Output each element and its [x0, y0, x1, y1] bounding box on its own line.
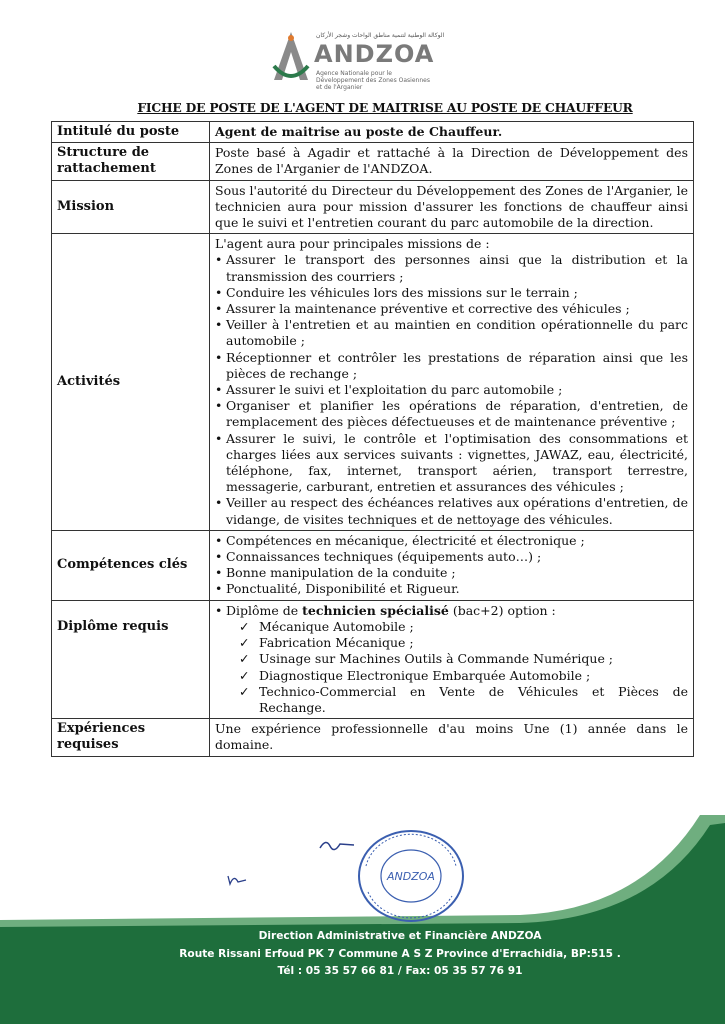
initials-mark [226, 872, 248, 886]
label-intitule: Intitulé du poste [52, 122, 210, 143]
option-text: Mécanique Automobile ; [259, 618, 414, 634]
diplome-intro [215, 603, 688, 619]
footer-address [140, 928, 660, 981]
label-activites: Activités [52, 234, 210, 531]
checkmark-icon: ✓ [239, 651, 250, 667]
footer-line-1: Direction Administrative et Financière ANDZOA [258, 930, 542, 942]
signature-mark [318, 836, 356, 854]
logo-name: ANDZOA [314, 40, 435, 68]
logo-subtitle: Agence Nationale pour le Développement des Zones Oasiennes et de l'Arganier [316, 70, 430, 91]
activites-list [215, 252, 688, 527]
value-experiences: Une expérience professionnelle d'au moins Une (1) année dans le domaine. [210, 719, 694, 756]
list-item: • Réceptionner et contrôler les prestations de réparation ainsi que les pièces de rechange ; [215, 350, 688, 382]
value-mission: Sous l'autorité du Directeur du Développement des Zones de l'Arganier, le technicien aura pour mission d'assurer les fonctions de chauffeur ainsi que le suivi et l'entretien courant du parc automobile de la direction. [210, 180, 694, 234]
stamp-text: ANDZOA [387, 870, 435, 883]
table-row [52, 530, 694, 600]
list-item: • Veiller au respect des échéances relatives aux opérations d'entretien, de vidange, de visites techniques et de nettoyage des véhicules. [215, 495, 688, 527]
andzoa-logo [268, 28, 445, 92]
diplome-intro-list [215, 603, 688, 619]
option-text: Fabrication Mécanique ; [259, 635, 414, 651]
list-item: • Assurer le suivi et l'exploitation du parc automobile ; [215, 382, 688, 398]
table-row [52, 122, 694, 143]
value-structure: Poste basé à Agadir et rattaché à la Direction de Développement des Zones de l'Arganier de l'ANDZOA. [210, 143, 694, 180]
list-item: • Assurer le transport des personnes ainsi que la distribution et la transmission des courriers ; [215, 252, 688, 284]
table-row [52, 143, 694, 180]
footer-line-3: Tél : 05 35 57 66 81 / Fax: 05 35 57 76 91 [277, 965, 523, 977]
list-item [239, 651, 688, 667]
diplome-intro-suffix: (bac+2) option : [452, 602, 556, 618]
value-activites [210, 234, 694, 531]
option-text: Usinage sur Machines Outils à Commande Numérique ; [259, 651, 614, 667]
checkmark-icon: ✓ [239, 683, 250, 699]
checkmark-icon: ✓ [239, 618, 250, 634]
list-item [239, 684, 688, 716]
logo-arabic-text: الوكالة الوطنية لتنمية مناطق الواحات وشجر الأركان [316, 32, 445, 39]
checkmark-icon: ✓ [239, 667, 250, 683]
list-item: • Compétences en mécanique, électricité et électronique ; [215, 533, 688, 549]
diplome-options-list [215, 619, 688, 716]
activites-intro: L'agent aura pour principales missions de : [215, 236, 490, 252]
official-stamp [352, 826, 470, 926]
list-item: • Ponctualité, Disponibilité et Rigueur. [215, 581, 688, 597]
diplome-intro-prefix: Diplôme de [226, 602, 299, 618]
checkmark-icon: ✓ [239, 635, 250, 651]
label-experiences: Expériences requises [52, 719, 210, 756]
competences-list [215, 533, 688, 598]
list-item [239, 635, 688, 651]
value-intitule: Agent de maitrise au poste de Chauffeur. [210, 122, 694, 143]
option-text: Diagnostique Electronique Embarquée Automobile ; [259, 667, 591, 683]
list-item [239, 668, 688, 684]
diplome-intro-bold: technicien spécialisé [302, 602, 449, 618]
page-title: FICHE DE POSTE DE L'AGENT DE MAITRISE AU POSTE DE CHAUFFEUR [137, 100, 633, 115]
label-mission: Mission [52, 180, 210, 234]
label-structure: Structure de rattachement [52, 143, 210, 180]
table-row [52, 234, 694, 531]
label-competences: Compétences clés [52, 530, 210, 600]
job-sheet-table [51, 121, 694, 757]
list-item: • Bonne manipulation de la conduite ; [215, 565, 688, 581]
value-diplome [210, 600, 694, 718]
andzoa-emblem-icon [268, 28, 314, 88]
list-item: • Conduire les véhicules lors des missions sur le terrain ; [215, 285, 688, 301]
list-item: • Assurer le suivi, le contrôle et l'optimisation des consommations et charges liées aux services suivants : vignettes, JAWAZ, eau, électricité, téléphone, fax, internet, transport aérien, transport terrestre, messagerie, carburant, entretien et assurances des véhicules ; [215, 431, 688, 496]
list-item: • Organiser et planifier les opérations de réparation, d'entretien, de remplacement des pièces défectueuses et de maintenance préventive ; [215, 398, 688, 430]
label-diplome: Diplôme requis [52, 600, 210, 718]
table-row [52, 180, 694, 234]
list-item: • Veiller à l'entretien et au maintien en condition opérationnelle du parc automobile ; [215, 317, 688, 349]
table-row [52, 719, 694, 756]
footer-line-2: Route Rissani Erfoud PK 7 Commune A S Z Province d'Errachidia, BP:515 . [179, 947, 621, 960]
value-competences [210, 530, 694, 600]
list-item [239, 619, 688, 635]
table-row [52, 600, 694, 718]
list-item: • Assurer la maintenance préventive et corrective des véhicules ; [215, 301, 688, 317]
option-text: Technico-Commercial en Vente de Véhicules et Pièces de Rechange. [259, 683, 688, 715]
list-item: • Connaissances techniques (équipements auto…) ; [215, 549, 688, 565]
